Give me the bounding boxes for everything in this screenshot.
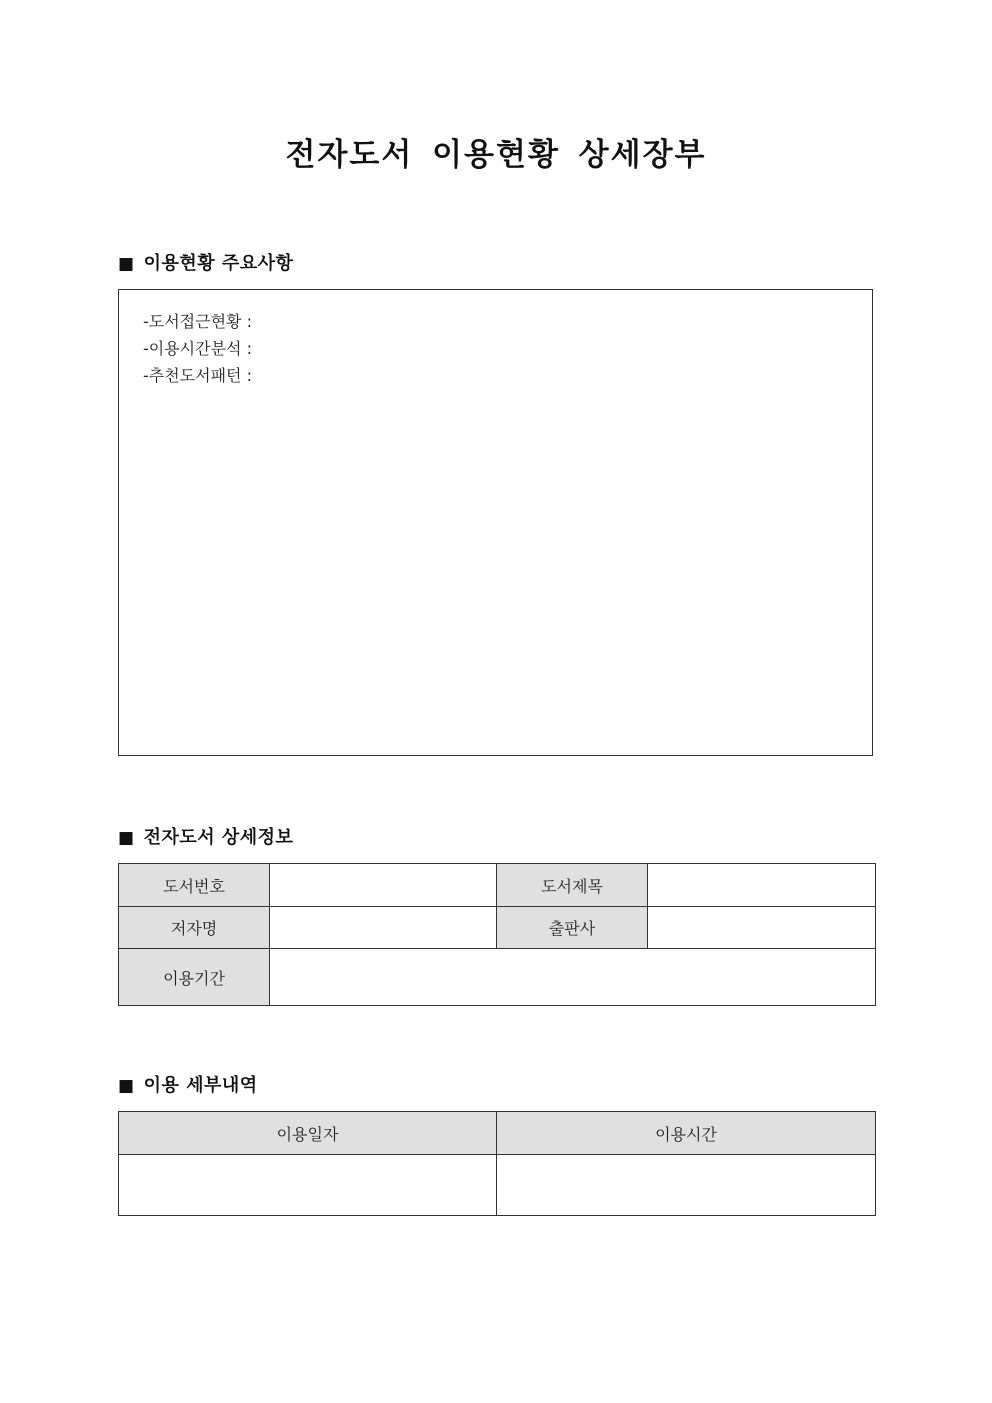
section-heading-detail-label: 전자도서 상세정보 xyxy=(143,827,294,848)
section-heading-usage xyxy=(118,1073,258,1099)
usage-time-field[interactable] xyxy=(497,1155,876,1216)
square-bullet-icon: ■ xyxy=(118,828,135,848)
usage-date-header: 이용일자 xyxy=(119,1112,497,1155)
book-detail-table xyxy=(118,863,876,1006)
usage-period-label: 이용기간 xyxy=(119,949,270,1006)
usage-period-field[interactable] xyxy=(270,949,876,1006)
table-header-row xyxy=(119,1112,876,1155)
table-row xyxy=(119,907,876,949)
author-field[interactable] xyxy=(270,907,497,949)
author-label: 저자명 xyxy=(119,907,270,949)
book-title-field[interactable] xyxy=(648,864,876,907)
usage-date-field[interactable] xyxy=(119,1155,497,1216)
page-title: 전자도서 이용현황 상세장부 xyxy=(285,137,707,173)
summary-line-time-analysis: -이용시간분석 : xyxy=(143,339,252,358)
book-title-label: 도서제목 xyxy=(497,864,648,907)
section-heading-summary-label: 이용현황 주요사항 xyxy=(143,253,294,274)
summary-textbox[interactable] xyxy=(118,289,873,756)
square-bullet-icon: ■ xyxy=(118,1076,135,1096)
book-number-field[interactable] xyxy=(270,864,497,907)
publisher-field[interactable] xyxy=(648,907,876,949)
summary-line-access: -도서접근현황 : xyxy=(143,312,252,331)
section-heading-summary xyxy=(118,251,293,277)
table-row xyxy=(119,864,876,907)
book-number-label: 도서번호 xyxy=(119,864,270,907)
table-row xyxy=(119,1155,876,1216)
section-heading-detail xyxy=(118,825,293,851)
usage-detail-table xyxy=(118,1111,876,1216)
publisher-label: 출판사 xyxy=(497,907,648,949)
table-row xyxy=(119,949,876,1006)
square-bullet-icon: ■ xyxy=(118,254,135,274)
usage-time-header: 이용시간 xyxy=(497,1112,876,1155)
summary-line-recommend-pattern: -추천도서패턴 : xyxy=(143,366,252,385)
section-heading-usage-label: 이용 세부내역 xyxy=(143,1075,258,1096)
